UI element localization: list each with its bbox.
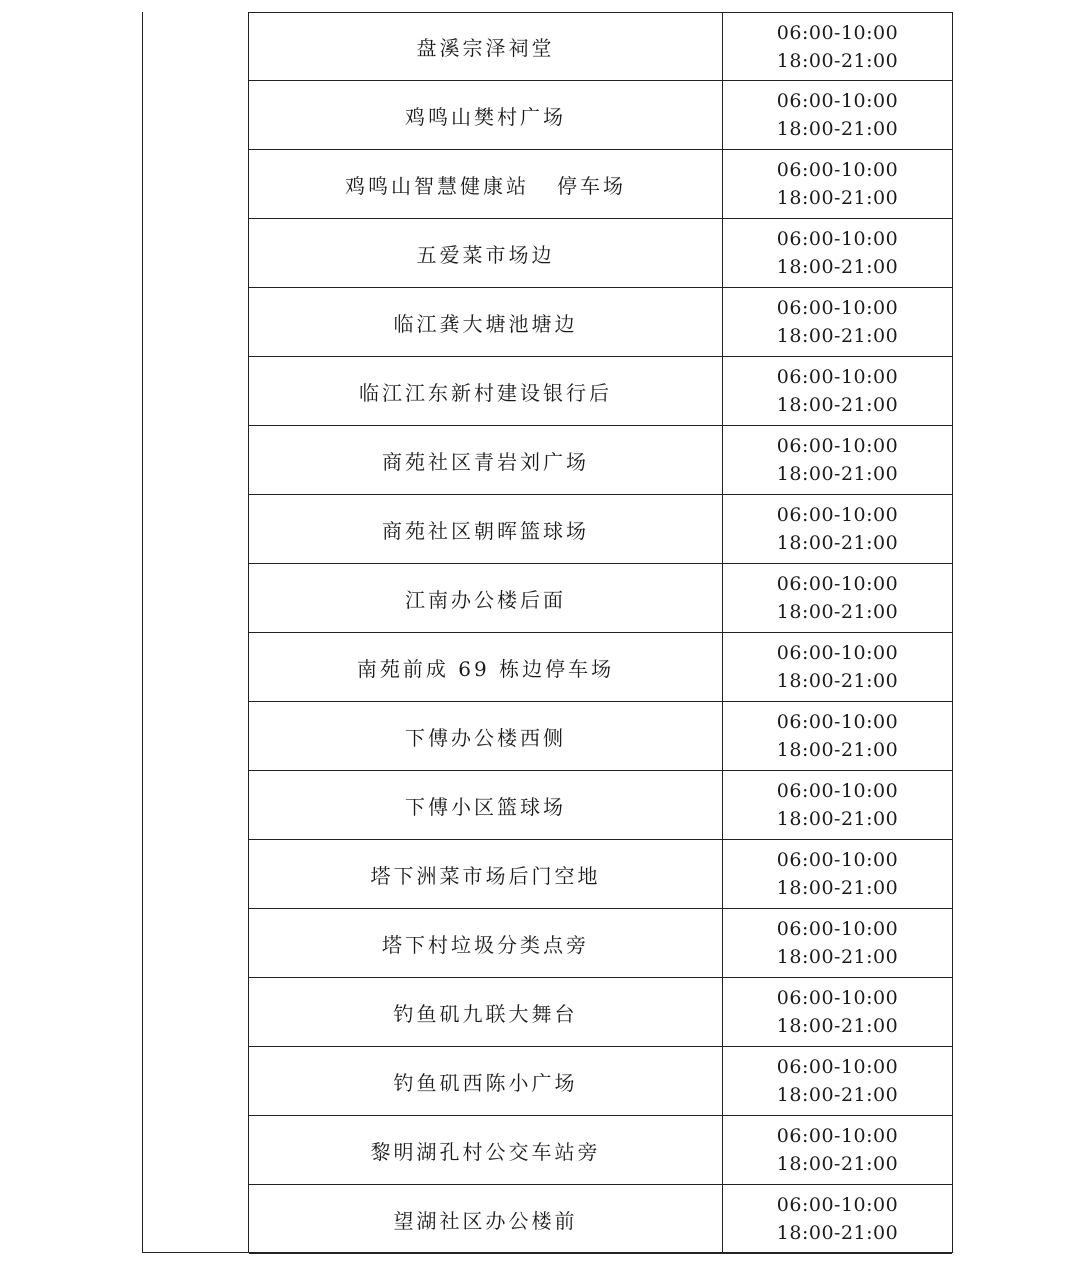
time-cell [723, 1185, 952, 1253]
morning-time: 06:00-10:00 [776, 228, 899, 250]
table-row [249, 978, 952, 1047]
time-cell [723, 219, 952, 287]
time-cell [723, 288, 952, 356]
table-row [249, 288, 952, 357]
morning-time: 06:00-10:00 [776, 1194, 899, 1216]
time-cell [723, 150, 952, 218]
time-cell [723, 357, 952, 425]
table-row [249, 771, 952, 840]
morning-time: 06:00-10:00 [776, 711, 899, 733]
morning-time: 06:00-10:00 [776, 435, 899, 457]
table-row [249, 150, 952, 219]
schedule-table [142, 12, 953, 1253]
evening-time: 18:00-21:00 [776, 325, 899, 347]
location-cell: 商苑社区青岩刘广场 [249, 426, 723, 494]
time-cell [723, 909, 952, 977]
morning-time: 06:00-10:00 [776, 1125, 899, 1147]
location-cell: 下傅办公楼西侧 [249, 702, 723, 770]
morning-time: 06:00-10:00 [776, 849, 899, 871]
time-cell [723, 702, 952, 770]
evening-time: 18:00-21:00 [776, 1153, 899, 1175]
location-cell: 商苑社区朝晖篮球场 [249, 495, 723, 563]
time-cell [723, 81, 952, 149]
morning-time: 06:00-10:00 [776, 642, 899, 664]
morning-time: 06:00-10:00 [776, 780, 899, 802]
evening-time: 18:00-21:00 [776, 877, 899, 899]
location-cell: 鸡鸣山樊村广场 [249, 81, 723, 149]
time-cell [723, 1047, 952, 1115]
location-cell: 鸡鸣山智慧健康站 停车场 [249, 150, 723, 218]
location-cell: 塔下洲菜市场后门空地 [249, 840, 723, 908]
time-cell [723, 495, 952, 563]
evening-time: 18:00-21:00 [776, 601, 899, 623]
time-cell [723, 771, 952, 839]
merged-district-cell [143, 12, 249, 1252]
morning-time: 06:00-10:00 [776, 21, 899, 44]
morning-time: 06:00-10:00 [776, 987, 899, 1009]
evening-time: 18:00-21:00 [776, 808, 899, 830]
morning-time: 06:00-10:00 [776, 297, 899, 319]
table-row [249, 426, 952, 495]
table-row [249, 12, 952, 81]
time-cell [723, 13, 952, 80]
evening-time: 18:00-21:00 [776, 256, 899, 278]
table-body [249, 12, 952, 1252]
location-cell: 钓鱼矶九联大舞台 [249, 978, 723, 1046]
table-row [249, 1047, 952, 1116]
location-cell: 五爱菜市场边 [249, 219, 723, 287]
location-cell: 临江江东新村建设银行后 [249, 357, 723, 425]
morning-time: 06:00-10:00 [776, 159, 899, 181]
table-row [249, 840, 952, 909]
morning-time: 06:00-10:00 [776, 1056, 899, 1078]
table-row [249, 564, 952, 633]
location-cell: 望湖社区办公楼前 [249, 1185, 723, 1253]
table-row [249, 1185, 952, 1254]
evening-time: 18:00-21:00 [776, 670, 899, 692]
evening-time: 18:00-21:00 [776, 118, 899, 140]
location-cell: 盘溪宗泽祠堂 [249, 13, 723, 80]
table-row [249, 81, 952, 150]
table-row [249, 909, 952, 978]
morning-time: 06:00-10:00 [776, 918, 899, 940]
table-row [249, 633, 952, 702]
evening-time: 18:00-21:00 [776, 946, 899, 968]
morning-time: 06:00-10:00 [776, 90, 899, 112]
time-cell [723, 426, 952, 494]
evening-time: 18:00-21:00 [776, 1222, 899, 1244]
table-row [249, 702, 952, 771]
evening-time: 18:00-21:00 [776, 49, 899, 72]
location-cell: 下傅小区篮球场 [249, 771, 723, 839]
time-cell [723, 633, 952, 701]
location-cell: 黎明湖孔村公交车站旁 [249, 1116, 723, 1184]
evening-time: 18:00-21:00 [776, 532, 899, 554]
table-row [249, 219, 952, 288]
location-cell: 临江龚大塘池塘边 [249, 288, 723, 356]
time-cell [723, 564, 952, 632]
evening-time: 18:00-21:00 [776, 1084, 899, 1106]
location-cell: 江南办公楼后面 [249, 564, 723, 632]
morning-time: 06:00-10:00 [776, 366, 899, 388]
evening-time: 18:00-21:00 [776, 463, 899, 485]
morning-time: 06:00-10:00 [776, 573, 899, 595]
location-cell: 塔下村垃圾分类点旁 [249, 909, 723, 977]
evening-time: 18:00-21:00 [776, 739, 899, 761]
morning-time: 06:00-10:00 [776, 504, 899, 526]
evening-time: 18:00-21:00 [776, 1015, 899, 1037]
time-cell [723, 840, 952, 908]
table-row [249, 495, 952, 564]
table-row [249, 1116, 952, 1185]
evening-time: 18:00-21:00 [776, 187, 899, 209]
time-cell [723, 1116, 952, 1184]
evening-time: 18:00-21:00 [776, 394, 899, 416]
location-cell: 南苑前成 69 栋边停车场 [249, 633, 723, 701]
time-cell [723, 978, 952, 1046]
table-row [249, 357, 952, 426]
location-cell: 钓鱼矶西陈小广场 [249, 1047, 723, 1115]
